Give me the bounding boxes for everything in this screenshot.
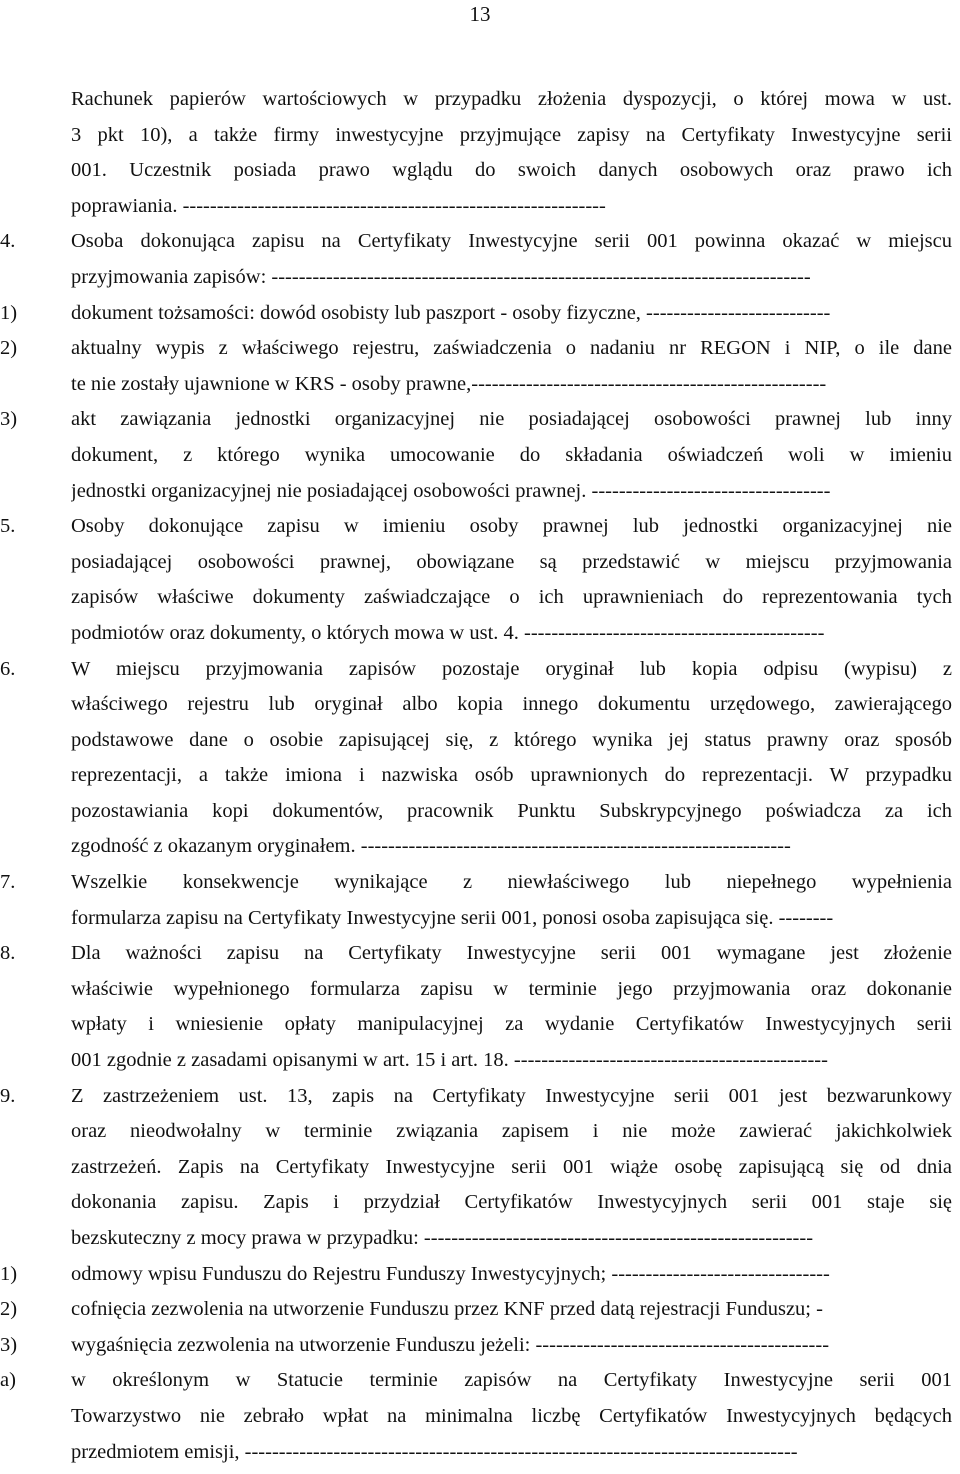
numbered-paragraph: [0, 1363, 960, 1470]
text-line: W miejscu przyjmowania zapisów pozostaje oryginał lub kopia odpisu (wypisu) z: [71, 657, 952, 680]
numbered-paragraph: [0, 652, 960, 866]
text-line: Osoby dokonujące zapisu w imieniu osoby prawnej lub jednostki organizacyjnej nie: [71, 515, 952, 538]
paragraph-marker: 1): [0, 1262, 18, 1285]
page-number: 13: [469, 2, 491, 26]
text-line: Dla ważności zapisu na Certyfikaty Inwestycyjne serii 001 wymagane jest złożenie: [71, 942, 952, 965]
text-line: dokument tożsamości: dowód osobisty lub paszport - osoby fizyczne, ---------------------------: [71, 301, 831, 324]
text-line: Osoba dokonująca zapisu na Certyfikaty Inwestycyjne serii 001 powinna okazać w miejscu: [71, 230, 952, 253]
text-line: wygaśnięcia zezwolenia na utworzenie Funduszu jeżeli: -------------------------------------------: [71, 1333, 830, 1356]
numbered-paragraph: [0, 1079, 960, 1257]
text-line: pozostawiania kopi dokumentów, pracownik Punktu Subskrypcyjnego poświadcza za ich: [71, 799, 952, 822]
text-line: reprezentacji, a także imiona i nazwiska osób uprawnionych do reprezentacji. W przypadku: [71, 764, 952, 787]
paragraph-marker: 8.: [0, 942, 16, 965]
text-line: Z zastrzeżeniem ust. 13, zapis na Certyfikaty Inwestycyjne serii 001 jest bezwarunkowy: [71, 1084, 952, 1107]
text-line: jednostki organizacyjnej nie posiadającej osobowości prawnej. -----------------------------------: [71, 479, 831, 502]
text-line: przedmiotem emisji, ---------------------------------------------------------------------------------: [71, 1440, 798, 1463]
paragraph-marker: 4.: [0, 230, 16, 253]
text-line: akt zawiązania jednostki organizacyjnej nie posiadającej osobowości prawnej lub inny: [71, 408, 952, 431]
numbered-paragraph: [0, 1292, 960, 1328]
text-line: dokument, z którego wynika umocowanie do składania oświadczeń woli w imieniu: [71, 443, 952, 466]
text-line: zgodność z okazanym oryginałem. ---------------------------------------------------------------: [71, 835, 791, 858]
numbered-paragraph: [0, 865, 960, 936]
numbered-paragraph: [0, 509, 960, 651]
text-line: 001 zgodnie z zasadami opisanymi w art. 15 i art. 18. ----------------------------------------------: [71, 1049, 828, 1072]
text-line: właściwie wypełnionego formularza zapisu w terminie jego przyjmowania oraz dokonanie: [71, 977, 952, 1000]
paragraph-marker: 9.: [0, 1084, 16, 1107]
numbered-paragraph: [0, 402, 960, 509]
text-line: podmiotów oraz dokumenty, o których mowa w ust. 4. --------------------------------------------: [71, 621, 825, 644]
text-line: cofnięcia zezwolenia na utworzenie Funduszu przez KNF przed datą rejestracji Funduszu; -: [71, 1298, 823, 1321]
paragraph-marker: a): [0, 1369, 16, 1392]
text-line: formularza zapisu na Certyfikaty Inwestycyjne serii 001, ponosi osoba zapisująca się. --------: [71, 906, 834, 929]
text-line: podstawowe dane o osobie zapisującej się, z którego wynika jej status prawny oraz sposób: [71, 728, 952, 751]
text-line: wpłaty i wniesienie opłaty manipulacyjnej za wydanie Certyfikatów Inwestycyjnych serii: [71, 1013, 952, 1036]
text-line: odmowy wpisu Funduszu do Rejestru Funduszy Inwestycyjnych; --------------------------------: [71, 1262, 830, 1285]
text-line: te nie zostały ujawnione w KRS - osoby prawne,----------------------------------------------------: [71, 372, 827, 395]
text-line: oraz nieodwołalny w terminie związania zapisem i nie może zawierać jakichkolwiek: [71, 1120, 952, 1143]
text-line: właściwego rejestru lub oryginał albo kopia innego dokumentu urzędowego, zawierającego: [71, 693, 952, 716]
numbered-paragraph: [0, 936, 960, 1078]
text-line: zapisów właściwe dokumenty zaświadczające o ich uprawnieniach do reprezentowania tych: [71, 586, 952, 609]
text-line: zastrzeżeń. Zapis na Certyfikaty Inwestycyjne serii 001 wiąże osobę zapisującą się od dnia: [71, 1155, 952, 1178]
paragraph-marker: 3): [0, 1333, 18, 1356]
text-line: aktualny wypis z właściwego rejestru, zaświadczenia o nadaniu nr REGON i NIP, o ile dane: [71, 337, 952, 360]
numbered-paragraph: [0, 1257, 960, 1293]
text-line: Wszelkie konsekwencje wynikające z niewłaściwego lub niepełnego wypełnienia: [71, 871, 952, 894]
text-line: poprawiania. --------------------------------------------------------------: [71, 194, 606, 217]
text-line: dokonania zapisu. Zapis i przydział Certyfikatów Inwestycyjnych serii 001 staje się: [71, 1191, 952, 1214]
paragraph-marker: 5.: [0, 515, 16, 538]
paragraph: [0, 82, 960, 224]
text-line: bezskuteczny z mocy prawa w przypadku: ---------------------------------------------------------: [71, 1227, 814, 1249]
numbered-paragraph: [0, 331, 960, 402]
paragraph-marker: 2): [0, 1298, 18, 1321]
document-body: [0, 82, 960, 1470]
paragraph-marker: 3): [0, 408, 18, 431]
text-line: przyjmowania zapisów: -------------------------------------------------------------------------------: [71, 265, 811, 288]
paragraph-marker: 7.: [0, 871, 16, 894]
text-line: 001. Uczestnik posiada prawo wglądu do swoich danych osobowych oraz prawo ich: [71, 159, 952, 182]
text-line: w określonym w Statucie terminie zapisów na Certyfikaty Inwestycyjne serii 001: [71, 1369, 952, 1392]
numbered-paragraph: [0, 1328, 960, 1364]
numbered-paragraph: [0, 296, 960, 332]
text-line: Towarzystwo nie zebrało wpłat na minimalna liczbę Certyfikatów Inwestycyjnych będących: [71, 1404, 952, 1427]
paragraph-marker: 2): [0, 337, 18, 360]
paragraph-marker: 6.: [0, 657, 16, 680]
text-line: 3 pkt 10), a także firmy inwestycyjne przyjmujące zapisy na Certyfikaty Inwestycyjne serii: [71, 123, 952, 146]
numbered-paragraph: [0, 224, 960, 295]
text-line: Rachunek papierów wartościowych w przypadku złożenia dyspozycji, o której mowa w ust.: [71, 88, 952, 110]
paragraph-marker: 1): [0, 301, 18, 324]
text-line: posiadającej osobowości prawnej, obowiązane są przedstawić w miejscu przyjmowania: [71, 550, 952, 573]
